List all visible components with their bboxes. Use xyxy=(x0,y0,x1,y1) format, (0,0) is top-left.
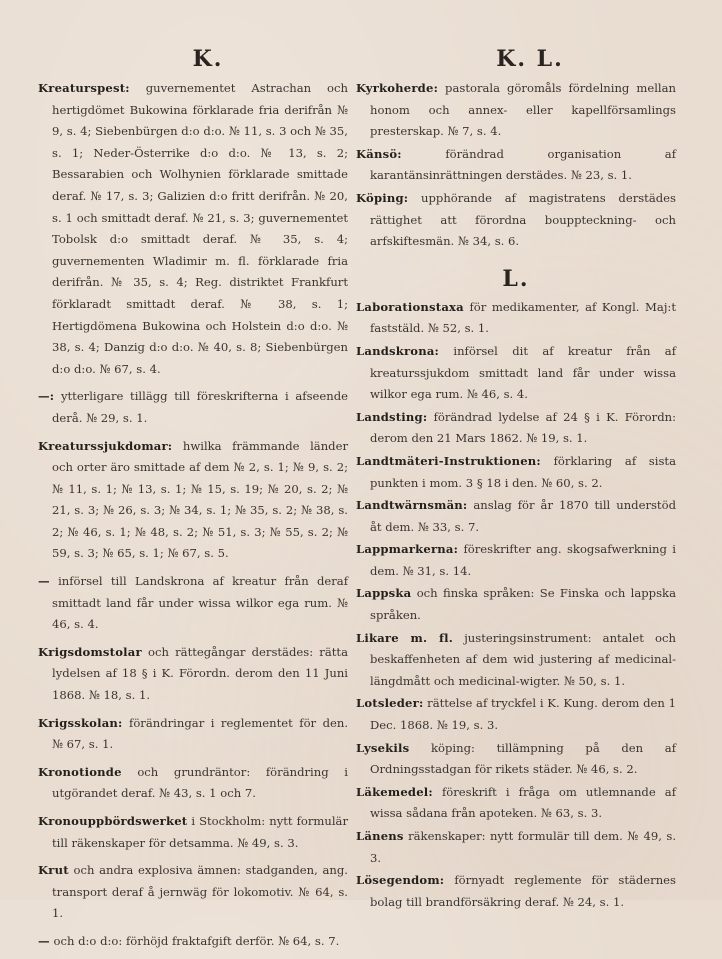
entry-text: och rättegångar derstädes: rätta lydelsen af 18 § i K. Förordn. derom den 11 Juni 1868. № 18, s. 1. xyxy=(52,644,348,703)
index-entry xyxy=(356,628,676,693)
index-entry xyxy=(38,713,348,756)
entry-term: —: xyxy=(38,389,55,404)
left-column xyxy=(38,0,348,959)
entry-text: införsel dit af kreatur från af kreaturssjukdom smittadt land får under wissa wilkor ega rum. № 46, s. 4. xyxy=(370,343,676,402)
entry-text: rättelse af tryckfel i K. Kung. derom den 1 Dec. 1868. № 19, s. 3. xyxy=(370,696,676,733)
entry-text: och grundräntor: förändring i utgörandet deraf. № 43, s. 1 och 7. xyxy=(52,764,348,801)
index-entry xyxy=(38,642,348,707)
entry-text: föreskrift i fråga om utlemnande af wissa sådana från apoteken. № 63, s. 3. xyxy=(370,784,676,821)
entry-text: och finska språken: Se Finska och lappska språken. xyxy=(370,586,676,623)
entry-term: Likare m. fl. xyxy=(356,630,453,645)
index-entry xyxy=(38,811,348,854)
index-entry xyxy=(356,870,676,913)
entry-term: Landskrona: xyxy=(356,343,440,358)
entry-term: Länens xyxy=(356,829,404,843)
entry-term: Läkemedel: xyxy=(356,784,433,799)
index-entry xyxy=(356,78,676,143)
entry-term: Krigsdomstolar xyxy=(38,644,142,659)
index-entry xyxy=(356,738,676,781)
index-entry xyxy=(38,386,348,429)
left-entries-list xyxy=(38,78,348,953)
index-entry xyxy=(356,693,676,736)
entry-text: förändrad lydelse af 24 § i K. Förordn: derom den 21 Mars 1862. № 19, s. 1. xyxy=(370,409,676,446)
entry-term: Lysekils xyxy=(356,740,410,755)
entry-text: pastorala göromåls fördelning mellan honom och annex- eller kapellförsamlings presterskap. № 7, s. 4. xyxy=(370,81,676,139)
index-entry xyxy=(356,495,676,538)
entry-term: Kreaturssjukdomar: xyxy=(38,438,173,453)
entry-text: i Stockholm: nytt formulär till räkenskaper för detsamma. № 49, s. 3. xyxy=(52,814,348,850)
entry-term: Krigsskolan: xyxy=(38,715,123,730)
entry-text: förnyadt reglemente för städernes bolag till brandförsäkring deraf. № 24, s. 1. xyxy=(370,873,676,909)
index-entry xyxy=(38,571,348,636)
entry-text: förklaring af sista punkten i mom. 3 § 18 i den. № 60, s. 2. xyxy=(370,453,676,490)
entry-term: Lappmarkerna: xyxy=(356,542,459,557)
index-entry xyxy=(356,539,676,582)
entry-term: Krut xyxy=(38,863,69,878)
section-heading-l: L. xyxy=(502,265,530,292)
entry-text: hwilka främmande länder och orter äro smittade af dem № 2, s. 1; № 9, s. 2; № 11, s. 1; № 13, s. 1; № 15, s. 19; № 20, s. 2; № 21, s. 3; № 26, s. 3; № 34, s. 1; № 35, s. 2; № 38, s. 2; № 46, s. 1; № 48, s. 2; № 51, s. 3; № 55, s. 2; № 59, s. 3; № 65, s. 1; № 67, s. 5. xyxy=(52,438,348,561)
entry-term: Lösegendom: xyxy=(356,873,445,888)
index-entry xyxy=(356,341,676,406)
entry-term: Kreaturspest: xyxy=(38,81,130,95)
entry-term: Lappska xyxy=(356,586,412,601)
entry-text: upphörande af magistratens derstädes rättighet att förordna bouppteckning- och arfskiftesmän. № 34, s. 6. xyxy=(370,190,676,249)
index-entry xyxy=(356,782,676,825)
entry-term: Landtmäteri-Instruktionen: xyxy=(356,453,541,468)
index-entry xyxy=(356,583,676,626)
entry-term: Kronotionde xyxy=(38,764,122,779)
index-entry xyxy=(356,826,676,869)
entry-text: och d:o d:o: förhöjd fraktafgift derför. № 64, s. 7. xyxy=(49,933,340,948)
index-entry xyxy=(356,188,676,253)
index-entry xyxy=(38,78,348,380)
entry-term: — xyxy=(38,933,50,948)
entry-term: — xyxy=(38,574,50,589)
entry-text: för medikamenter, af Kongl. Maj:t faststäld. № 52, s. 1. xyxy=(370,299,676,336)
entry-term: Kronouppbördswerket xyxy=(38,814,188,828)
entry-text: justeringsinstrument: antalet och beskaffenheten af dem wid justering af medicinal-längdmått och medicinal-wigter. № 50, s. 1. xyxy=(370,630,676,688)
entry-term: Köping: xyxy=(356,190,409,205)
index-entry xyxy=(356,144,676,187)
entry-text: ytterligare tillägg till föreskrifterna i afseende derå. № 29, s. 1. xyxy=(52,389,348,425)
right-entries-k-list xyxy=(356,78,676,253)
index-entry xyxy=(38,860,348,925)
index-entry xyxy=(38,931,348,953)
entry-text: räkenskaper: nytt formulär till dem. № 49, s. 3. xyxy=(370,829,676,865)
entry-term: Lotsleder: xyxy=(356,696,424,711)
entry-term: Känsö: xyxy=(356,146,402,161)
entry-term: Kyrkoherde: xyxy=(356,81,439,95)
entry-term: Laborationstaxa xyxy=(356,299,464,314)
entry-text: och andra explosiva ämnen: stadganden, ang. transport deraf å jernwäg för lokomotiv. № 64, s. 1. xyxy=(52,863,348,921)
index-entry xyxy=(356,451,676,494)
entry-text: förändrad organisation af karantänsinrättningen derstädes. № 23, s. 1. xyxy=(370,146,676,183)
entry-text: köping: tillämpning på den af Ordningsstadgan för rikets städer. № 46, s. 2. xyxy=(370,740,676,777)
entry-text: guvernementet Astrachan och hertigdömet Bukowina förklarade fria derifrån № 9, s. 4; Siebenbürgen d:o d:o. № 11, s. 3 och № 35, s. 1; Neder-Österrike d:o d:o. № 13, s. 2; Bessarabien och Wolhynien förklarade smittade deraf. № 17, s. 3; Galizien d:o fritt derifrån. № 20, s. 1 och smittadt deraf. № 21, s. 3; guvernementet Tobolsk d:o smittadt deraf. № 35, s. 4; guvernementen Wladimir m. fl. förklarade fria derifrån. № 35, s. 4; Reg. distriktet Frankfurt förklaradt smittadt deraf. № 38, s. 1; Hertigdömena Bukowina och Holstein d:o d:o. № 38, s. 4; Danzig d:o d:o. № 40, s. 8; Siebenbürgen d:o d:o. № 67, s. 4. xyxy=(52,81,348,376)
index-entry xyxy=(38,762,348,805)
entry-term: Landsting: xyxy=(356,409,428,424)
entry-text: förändringar i reglementet för den. № 67, s. 1. xyxy=(52,715,348,752)
index-entry xyxy=(356,297,676,340)
index-entry xyxy=(356,407,676,450)
right-column xyxy=(356,0,676,914)
section-heading-kl: K. L. xyxy=(496,46,564,72)
section-heading-k: K. xyxy=(192,46,224,72)
entry-text: anslag för år 1870 till understöd åt dem. № 33, s. 7. xyxy=(370,498,676,534)
entry-text: införsel till Landskrona af kreatur från deraf smittadt land får under wissa wilkor ega rum. № 46, s. 4. xyxy=(49,574,348,632)
index-entry xyxy=(38,436,348,566)
entry-text: föreskrifter ang. skogsafwerkning i dem. № 31, s. 14. xyxy=(370,542,676,578)
entry-term: Landtwärnsmän: xyxy=(356,498,468,513)
right-entries-l-list xyxy=(356,297,676,914)
